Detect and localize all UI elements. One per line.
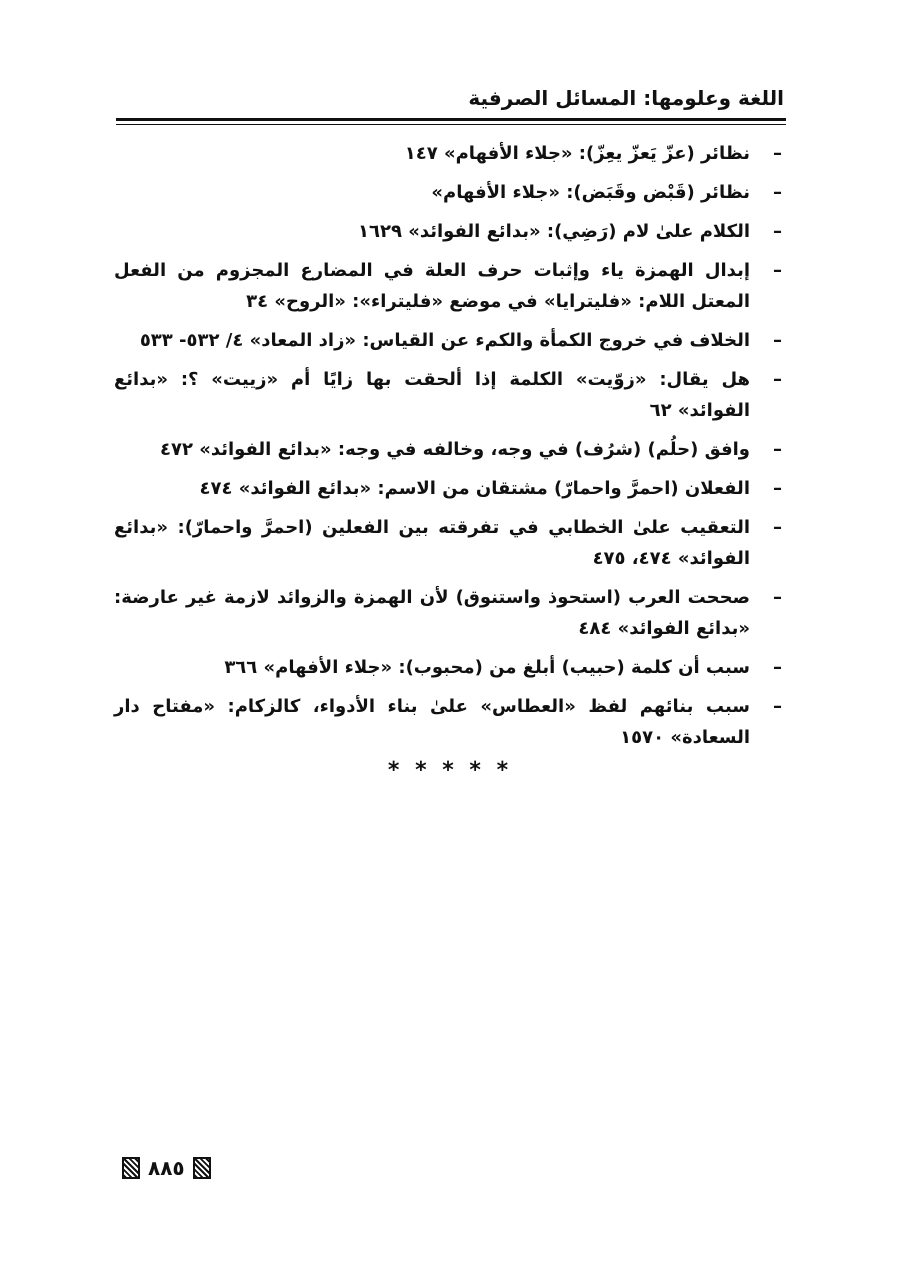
entry-dash: –: [773, 369, 782, 390]
entry-dash: –: [773, 143, 782, 164]
index-entry: [114, 216, 782, 247]
header-rule-thin: [116, 124, 786, 125]
entry-text: الخلاف في خروج الكمأة والكمء عن القياس: «زاد المعاد» ٤/ ٥٣٢- ٥٣٣: [139, 330, 750, 351]
entry-dash: –: [773, 260, 782, 281]
entry-text: نظائر (قَبْض وقَبَض): «جلاء الأفهام»: [431, 182, 750, 203]
entry-text: صححت العرب (استحوذ واستنوق) لأن الهمزة والزوائد لازمة غير عارضة: «بدائع الفوائد» ٤٨٤: [114, 587, 750, 639]
ornament-icon: [122, 1157, 140, 1179]
entry-dash: –: [773, 587, 782, 608]
entry-text: إبدال الهمزة ياء وإثبات حرف العلة في المضارع المجزوم من الفعل المعتل اللام: «فليترايا» في موضع «فليتراء»: «الروح» ٣٤: [114, 260, 750, 312]
entry-dash: –: [773, 182, 782, 203]
entry-dash: –: [773, 330, 782, 351]
entry-dash: –: [773, 439, 782, 460]
page-number: ٨٨٥: [148, 1156, 185, 1180]
index-entry: [114, 325, 782, 356]
index-entry: [114, 255, 782, 317]
running-title: اللغة وعلومها: المسائل الصرفية: [468, 86, 784, 110]
entry-text: نظائر (عزّ يَعزّ يعِزّ): «جلاء الأفهام» ١٤٧: [404, 143, 750, 164]
entry-text: الكلام علىٰ لام (رَضِي): «بدائع الفوائد» ١٦٢٩: [357, 221, 750, 242]
section-separator: * * * * *: [387, 758, 513, 783]
index-entry: [114, 138, 782, 169]
header-rule-thick: [116, 118, 786, 121]
entry-dash: –: [773, 478, 782, 499]
entry-dash: –: [773, 517, 782, 538]
index-entry: [114, 512, 782, 574]
entry-text: سبب أن كلمة (حبيب) أبلغ من (محبوب): «جلاء الأفهام» ٣٦٦: [224, 657, 750, 678]
index-entry: [114, 434, 782, 465]
entry-text: الفعلان (احمرَّ واحمارّ) مشتقان من الاسم: «بدائع الفوائد» ٤٧٤: [199, 478, 750, 499]
ornament-icon: [193, 1157, 211, 1179]
index-entry: [114, 691, 782, 753]
index-entry: [114, 582, 782, 644]
index-entry: [114, 364, 782, 426]
entry-text: وافق (حلُم) (شرُف) في وجه، وخالفه في وجه: «بدائع الفوائد» ٤٧٢: [159, 439, 750, 460]
index-entry: [114, 652, 782, 683]
index-entry: [114, 473, 782, 504]
entry-text: هل يقال: «زوّيت» الكلمة إذا ألحقت بها زايًا أم «زييت» ؟: «بدائع الفوائد» ٦٢: [114, 369, 750, 421]
entry-dash: –: [773, 221, 782, 242]
entry-text: سبب بنائهم لفظ «العطاس» علىٰ بناء الأدواء، كالزكام: «مفتاح دار السعادة» ١٥٧٠: [114, 696, 750, 748]
page-footer: [122, 1156, 211, 1180]
entry-dash: –: [773, 696, 782, 717]
entry-dash: –: [773, 657, 782, 678]
index-entry: [114, 177, 782, 208]
index-entries-list: [114, 138, 782, 761]
entry-text: التعقيب علىٰ الخطابي في تفرقته بين الفعلين (احمرَّ واحمارّ): «بدائع الفوائد» ٤٧٤، ٤٧٥: [114, 517, 750, 569]
